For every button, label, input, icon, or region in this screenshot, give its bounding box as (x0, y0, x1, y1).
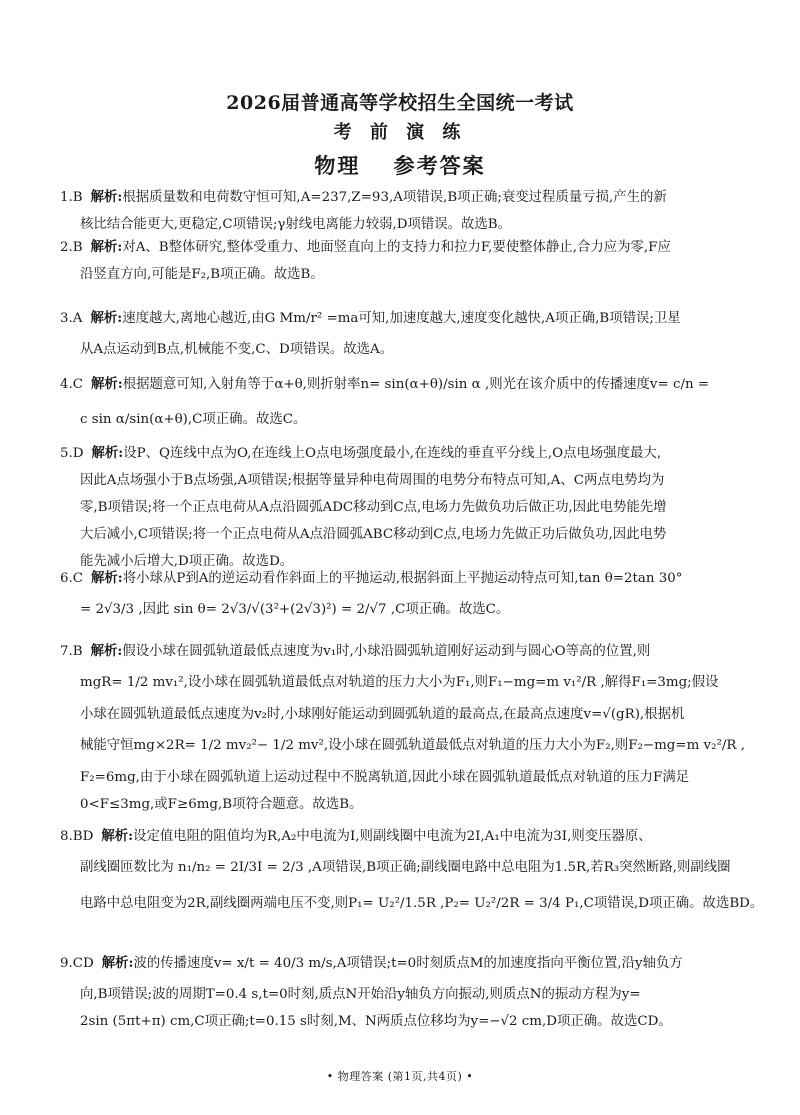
answer-line (60, 728, 750, 764)
answer-number: 6.C (60, 571, 84, 586)
subject-label: 物理 (314, 153, 361, 178)
answer-text: 从A点运动到B点,机械能不变,C、D项错误。故选A。 (80, 342, 394, 357)
answer-line (60, 521, 750, 548)
answer-text: 副线圈匝数比为 n₁/n₂ = 2I/3I = 2/3 ,A项错误,B项正确;副线圈电路中总电阻为1.5R,若R₃突然断路,则副线圈 (80, 860, 731, 875)
exam-title: 2026届普通高等学校招生全国统一考试 (226, 92, 574, 114)
answer-number: 1.B (60, 190, 83, 205)
answer-number: 4.C (60, 377, 84, 392)
answer-line (60, 494, 750, 521)
answer-text: 因此A点场强小于B点场强,A项错误;根据等量异种电荷周围的电势分布特点可知,A、C两点电势均为 (80, 473, 665, 488)
answer-text: c sin α/sin(α+θ),C项正确。故选C。 (80, 412, 307, 427)
answer-number: 9.CD (60, 956, 94, 971)
answer-text: 向,B项错误;波的周期T=0.4 s,t=0时刻,质点N开始沿y轴负方向振动,则质点N的振动方程为y= (80, 987, 641, 1002)
answer-text: mgR= 1/2 mv₁²,设小球在圆弧轨道最低点对轨道的压力大小为F₁,则F₁−mg=m v₁²/R ,解得F₁=3mg;假设 (80, 675, 719, 690)
explanation-keyword: 解析: (90, 310, 123, 326)
answer-line (60, 366, 750, 402)
answer-number: 7.B (60, 644, 83, 659)
answer-item (60, 184, 750, 238)
answer-text: 电路中总电阻变为2R,副线圈两端电压不变,则P₁= U₂²/1.5R ,P₂= U₂²/2R = 3/4 P₁,C项错误,D项正确。故选BD。 (80, 896, 764, 911)
answer-text: 能先减小后增大,D项正确。故选D。 (80, 554, 294, 569)
answer-text: 波的传播速度v= x/t = 40/3 m/s,A项错误;t=0时刻质点M的加速度指向平衡位置,沿y轴负方 (133, 956, 683, 971)
answer-text: 大后减小,C项错误;将一个正点电荷从A点沿圆弧ABC移动到C点,电场力先做正功后做负功,因此电势 (80, 527, 667, 542)
answer-text: 2sin (5πt+π) cm,C项正确;t=0.15 s时刻,M、N两质点位移均为y=−√2 cm,D项正确。故选CD。 (80, 1014, 672, 1029)
answer-line (60, 300, 750, 336)
explanation-keyword: 解析: (90, 189, 123, 205)
answer-text: 速度越大,离地心越近,由G Mm/r² =ma可知,加速度越大,速度变化越快,A项正确,B项错误;卫星 (122, 311, 681, 326)
answer-text: 根据题意可知,入射角等于α+θ,则折射率n= sin(α+θ)/sin α ,则光在该介质中的传播速度v= c/n = (122, 377, 710, 392)
answer-line (60, 261, 750, 288)
answer-label: 参考答案 (393, 153, 486, 178)
answer-number: 8.BD (60, 829, 94, 844)
explanation-keyword: 解析: (101, 955, 134, 971)
answer-text: 0<F≤3mg,或F≥6mg,B项符合题意。故选B。 (80, 797, 363, 812)
explanation-keyword: 解析: (90, 239, 123, 255)
answer-line (60, 1008, 750, 1035)
answer-item (60, 823, 764, 922)
answer-line (60, 850, 750, 886)
answer-line (60, 791, 750, 818)
answer-number: 5.D (60, 446, 84, 461)
answer-text: 沿竖直方向,可能是F₂,B项正确。故选B。 (80, 267, 324, 282)
answer-line (60, 402, 750, 438)
document-heading (0, 150, 800, 180)
answer-item (60, 638, 750, 818)
answer-text: 械能守恒mg×2R= 1/2 mv₂²− 1/2 mv²,设小球在圆弧轨道最低点对轨道的压力大小为F₂,则F₂−mg=m v₂²/R , (80, 738, 745, 753)
answer-text: 设P、Q连线中点为O,在连线上O点电场强度最小,在连线的垂直平分线上,O点电场强度最大, (123, 446, 662, 461)
answer-item (60, 440, 750, 575)
answer-line (60, 981, 750, 1008)
answer-text: 核比结合能更大,更稳定,C项错误;γ射线电离能力较弱,D项错误。故选B。 (80, 217, 512, 232)
explanation-keyword: 解析: (91, 445, 124, 461)
answer-item (60, 300, 750, 363)
explanation-keyword: 解析: (91, 570, 123, 586)
answer-line (60, 336, 750, 363)
answer-line (60, 764, 750, 791)
answer-text: F₂=6mg,由于小球在圆弧轨道上运动过程中不脱离轨道,因此小球在圆弧轨道最低点对轨道的压力F满足 (80, 770, 690, 785)
answer-line (60, 592, 750, 628)
answer-number: 2.B (60, 240, 83, 255)
answer-line (60, 184, 750, 211)
answer-text: 设定值电阻的阻值均为R,A₂中电流为I,则副线圈中电流为2I,A₁中电流为3I,则变压器原、 (133, 829, 652, 844)
answer-line (60, 886, 764, 922)
answer-item (60, 565, 750, 628)
answer-line (60, 440, 750, 467)
page-footer: • 物理答案 (第1页,共4页) • (326, 1070, 474, 1083)
answer-text: = 2√3/3 ,因此 sin θ= 2√3/√(3²+(2√3)²) = 2/√7 ,C项正确。故选C。 (80, 602, 510, 617)
exam-subtitle: 考 前 演 练 (333, 122, 467, 143)
answer-item (60, 945, 750, 1035)
answer-line (60, 565, 750, 592)
answer-text: 小球在圆弧轨道最低点速度为v₂时,小球刚好能运动到圆弧轨道的最高点,在最高点速度v=√(gR),根据机 (80, 707, 685, 722)
answer-line (60, 234, 750, 261)
answer-line (60, 945, 750, 981)
answer-item (60, 234, 750, 288)
explanation-keyword: 解析: (91, 376, 123, 392)
explanation-keyword: 解析: (90, 643, 123, 659)
answer-text: 假设小球在圆弧轨道最低点速度为v₁时,小球沿圆弧轨道刚好运动到与圆心O等高的位置,则 (122, 644, 651, 659)
answer-line (60, 823, 750, 850)
answer-line (60, 638, 750, 665)
answer-text: 根据质量数和电荷数守恒可知,A=237,Z=93,A项错误,B项正确;衰变过程质量亏损,产生的新 (122, 190, 667, 205)
answer-line (60, 665, 750, 701)
answer-text: 零,B项错误;将一个正点电荷从A点沿圆弧ADC移动到C点,电场力先做负功后做正功,因此电势能先增 (80, 500, 667, 515)
answer-line (60, 701, 750, 728)
answer-text: 将小球从P到A的逆运动看作斜面上的平抛运动,根据斜面上平抛运动特点可知,tan θ=2tan 30° (122, 571, 683, 586)
answer-item (60, 366, 750, 438)
answer-text: 对A、B整体研究,整体受重力、地面竖直向上的支持力和拉力F,要使整体静止,合力应为零,F应 (122, 240, 671, 255)
explanation-keyword: 解析: (101, 828, 134, 844)
answer-line (60, 467, 750, 494)
answer-number: 3.A (60, 311, 83, 326)
